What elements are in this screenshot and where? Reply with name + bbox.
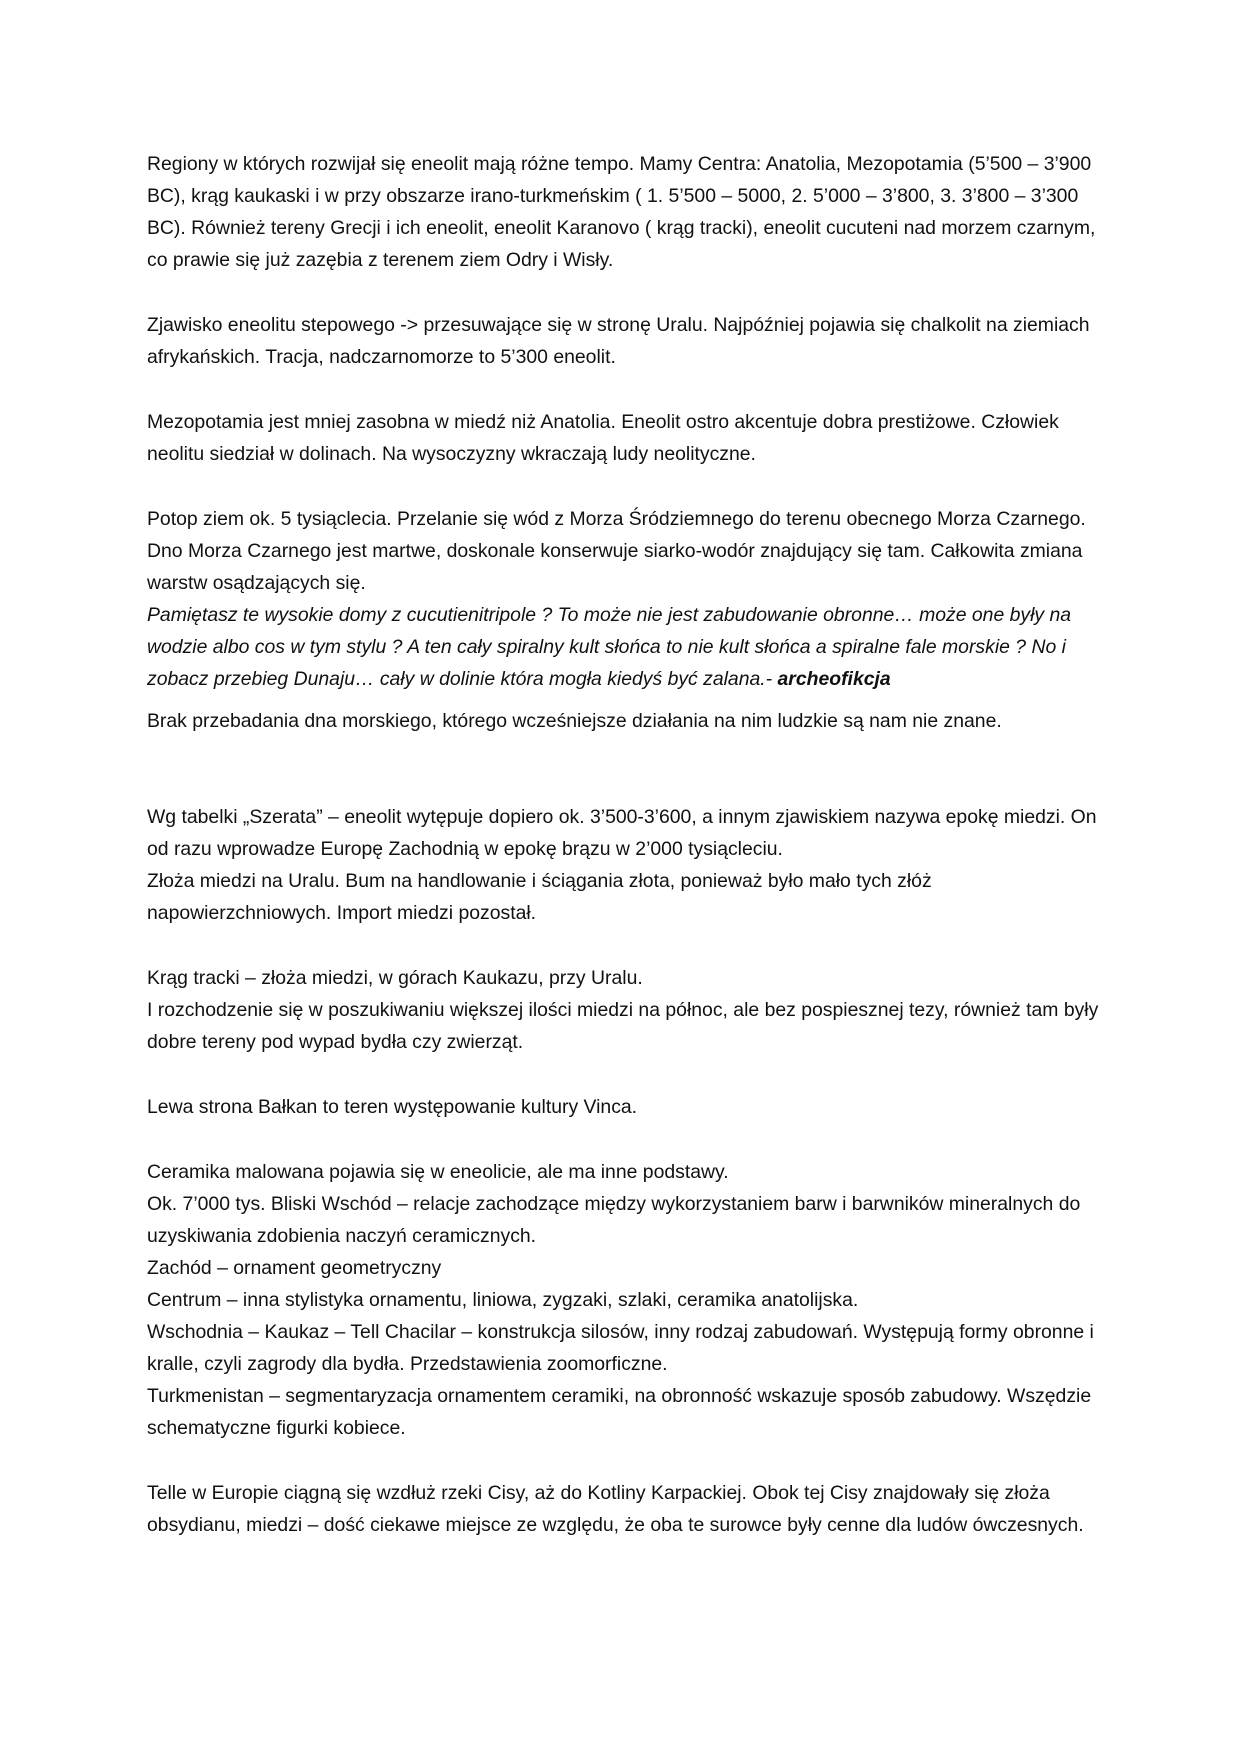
paragraph-eneolit-regions: Regiony w których rozwijał się eneolit mają różne tempo. Mamy Centra: Anatolia, Mezopotamia (5’500 – 3’900 BC), krąg kaukaski i w przy obszarze irano-turkmeńskim ( 1. 5’500 – 5000, 2. 5’000 – 3’800, 3. 3’800 – 3’300 BC). Również tereny Grecji i ich eneolit, eneolit Karanovo ( krąg tracki), eneolit cucuteni nad morzem czarnym, co prawie się już zazębia z terenem ziem Odry i Wisły. bbox=[147, 153, 1096, 271]
paragraph-mesopotamia-copper: Mezopotamia jest mniej zasobna w miedź niż Anatolia. Eneolit ostro akcentuje dobra prestiżowe. Człowiek neolitu siedział w dolinach. Na wysoczyzny wkraczają ludy neolityczne. bbox=[147, 411, 1059, 465]
black-sea-line: Dno Morza Czarnego jest martwe, doskonale konserwuje siarko-wodór znajdujący się tam. Całkowita zmiana warstw osądzających się. bbox=[147, 540, 1083, 594]
east-line: Wschodnia – Kaukaz – Tell Chacilar – konstrukcja silosów, inny rodzaj zabudowań. Występują formy obronne i kralle, czyli zagrody dla bydła. Przedstawienia zoomorficzne. bbox=[147, 1321, 1094, 1375]
dispersal-line: I rozchodzenie się w poszukiwaniu większej ilości miedzi na północ, ale bez pospiesznej tezy, również tam były dobre tereny pod wypad bydła czy zwierząt. bbox=[147, 999, 1099, 1053]
paragraph-szerata-table bbox=[147, 801, 1105, 929]
archeofiction-tag: archeofikcja bbox=[777, 668, 891, 690]
archeofiction-note bbox=[147, 599, 1105, 695]
paragraph-painted-ceramics bbox=[147, 1156, 1105, 1444]
near-east-line: Ok. 7’000 tys. Bliski Wschód – relacje zachodzące między wykorzystaniem barw i barwników mineralnych do uzyskiwania zdobienia naczyń ceramicznych. bbox=[147, 1193, 1081, 1247]
paragraph-steppe-eneolithic: Zjawisko eneolitu stepowego -> przesuwające się w stronę Uralu. Najpóźniej pojawia się chalkolit na ziemiach afrykańskich. Tracja, nadczarnomorze to 5’300 eneolit. bbox=[147, 314, 1090, 368]
paragraph-thracian-circle bbox=[147, 962, 1105, 1058]
paragraph-seabed: Brak przebadania dna morskiego, którego wcześniejsze działania na nim ludzkie są nam nie znane. bbox=[147, 710, 1002, 732]
paragraph-flood bbox=[147, 503, 1105, 695]
turkmenistan-line: Turkmenistan – segmentaryzacja ornamentem ceramiki, na obronność wskazuje sposób zabudowy. Wszędzie schematyczne figurki kobiece. bbox=[147, 1385, 1092, 1439]
paragraph-vinca: Lewa strona Bałkan to teren występowanie kultury Vinca. bbox=[147, 1096, 638, 1118]
szerata-line: Wg tabelki „Szerata” – eneolit wytępuje dopiero ok. 3’500-3’600, a innym zjawiskiem nazywa epokę miedzi. On od razu wprowadze Europę Zachodnią w epokę brązu w 2’000 tysiącleciu. bbox=[147, 806, 1097, 860]
west-line: Zachód – ornament geometryczny bbox=[147, 1257, 442, 1279]
document-body bbox=[147, 148, 1105, 1574]
ceramics-intro-line: Ceramika malowana pojawia się w eneolicie, ale ma inne podstawy. bbox=[147, 1161, 729, 1183]
center-line: Centrum – inna stylistyka ornamentu, liniowa, zygzaki, szlaki, ceramika anatolijska. bbox=[147, 1289, 859, 1311]
ural-copper-line: Złoża miedzi na Uralu. Bum na handlowanie i ściągania złota, ponieważ było mało tych złóż napowierzchniowych. Import miedzi pozostał. bbox=[147, 870, 932, 924]
paragraph-tells-europe: Telle w Europie ciągną się wzdłuż rzeki Cisy, aż do Kotliny Karpackiej. Obok tej Cisy znajdowały się złoża obsydianu, miedzi – dość ciekawe miejsce ze względu, że oba te surowce były cenne dla ludów ówczesnych. bbox=[147, 1482, 1084, 1536]
thracian-line: Krąg tracki – złoża miedzi, w górach Kaukazu, przy Uralu. bbox=[147, 967, 643, 989]
archeofiction-text: Pamiętasz te wysokie domy z cucutienitripole ? To może nie jest zabudowanie obronne… może one były na wodzie albo cos w tym stylu ? A ten cały spiralny kult słońca to nie kult słońca a spiralne fale morskie ? No i zobacz przebieg Dunaju… cały w dolinie która mogła kiedyś być zalana.- bbox=[147, 604, 1072, 690]
flood-line: Potop ziem ok. 5 tysiąclecia. Przelanie się wód z Morza Śródziemnego do terenu obecnego Morza Czarnego. bbox=[147, 508, 1086, 530]
